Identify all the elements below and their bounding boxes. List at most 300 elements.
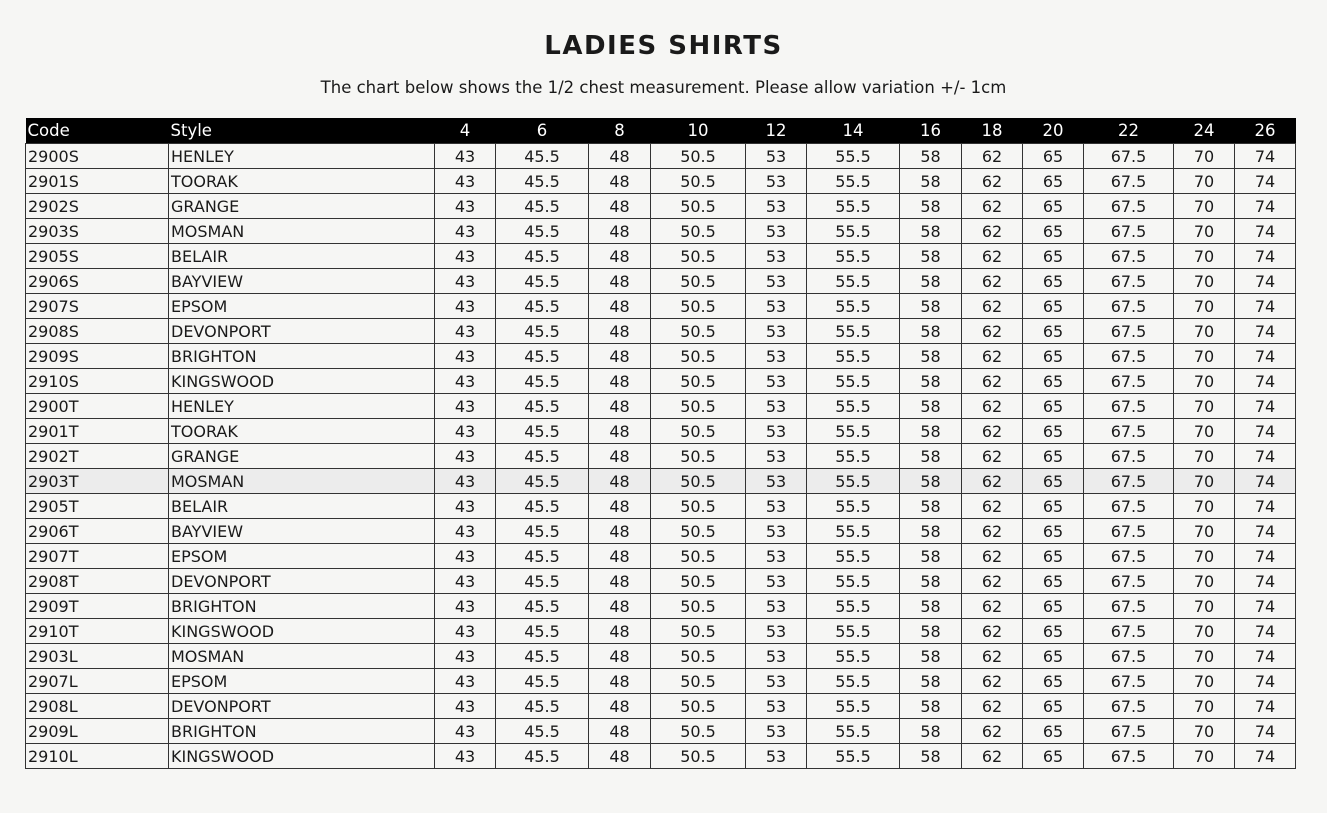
cell-measurement: 62 <box>962 644 1023 669</box>
cell-measurement: 70 <box>1174 294 1235 319</box>
cell-measurement: 58 <box>900 544 962 569</box>
cell-measurement: 45.5 <box>496 544 589 569</box>
cell-measurement: 74 <box>1235 419 1296 444</box>
cell-measurement: 58 <box>900 519 962 544</box>
table-row <box>26 494 1296 519</box>
cell-measurement: 58 <box>900 419 962 444</box>
cell-code: 2907T <box>26 544 169 569</box>
cell-measurement: 74 <box>1235 744 1296 769</box>
table-row <box>26 669 1296 694</box>
table-row <box>26 294 1296 319</box>
cell-measurement: 70 <box>1174 644 1235 669</box>
cell-code: 2909T <box>26 594 169 619</box>
cell-code: 2907L <box>26 669 169 694</box>
cell-measurement: 55.5 <box>807 394 900 419</box>
cell-measurement: 65 <box>1023 269 1084 294</box>
cell-measurement: 65 <box>1023 744 1084 769</box>
cell-measurement: 58 <box>900 344 962 369</box>
cell-code: 2908S <box>26 319 169 344</box>
header-code: Code <box>26 118 169 144</box>
cell-measurement: 45.5 <box>496 319 589 344</box>
cell-measurement: 48 <box>589 669 651 694</box>
cell-measurement: 74 <box>1235 169 1296 194</box>
cell-code: 2903S <box>26 219 169 244</box>
cell-style: BRIGHTON <box>169 594 435 619</box>
cell-measurement: 48 <box>589 219 651 244</box>
cell-measurement: 43 <box>435 194 496 219</box>
cell-measurement: 58 <box>900 719 962 744</box>
cell-measurement: 67.5 <box>1084 319 1174 344</box>
cell-measurement: 62 <box>962 244 1023 269</box>
cell-measurement: 48 <box>589 419 651 444</box>
cell-measurement: 74 <box>1235 144 1296 169</box>
cell-style: DEVONPORT <box>169 694 435 719</box>
cell-measurement: 45.5 <box>496 619 589 644</box>
cell-measurement: 58 <box>900 444 962 469</box>
table-row <box>26 469 1296 494</box>
cell-measurement: 62 <box>962 269 1023 294</box>
cell-measurement: 67.5 <box>1084 369 1174 394</box>
cell-measurement: 65 <box>1023 519 1084 544</box>
cell-measurement: 74 <box>1235 569 1296 594</box>
cell-measurement: 50.5 <box>651 394 746 419</box>
cell-measurement: 58 <box>900 169 962 194</box>
cell-style: BAYVIEW <box>169 269 435 294</box>
cell-measurement: 65 <box>1023 719 1084 744</box>
cell-measurement: 70 <box>1174 194 1235 219</box>
cell-measurement: 62 <box>962 719 1023 744</box>
cell-measurement: 74 <box>1235 244 1296 269</box>
cell-measurement: 74 <box>1235 719 1296 744</box>
cell-measurement: 74 <box>1235 369 1296 394</box>
cell-measurement: 74 <box>1235 669 1296 694</box>
cell-style: EPSOM <box>169 294 435 319</box>
cell-code: 2901S <box>26 169 169 194</box>
cell-measurement: 62 <box>962 594 1023 619</box>
cell-measurement: 45.5 <box>496 669 589 694</box>
cell-measurement: 70 <box>1174 419 1235 444</box>
cell-code: 2910T <box>26 619 169 644</box>
cell-measurement: 70 <box>1174 169 1235 194</box>
cell-measurement: 45.5 <box>496 744 589 769</box>
cell-measurement: 55.5 <box>807 269 900 294</box>
cell-measurement: 67.5 <box>1084 294 1174 319</box>
cell-measurement: 65 <box>1023 344 1084 369</box>
cell-measurement: 53 <box>746 519 807 544</box>
cell-measurement: 62 <box>962 569 1023 594</box>
header-size: 22 <box>1084 118 1174 144</box>
header-size: 16 <box>900 118 962 144</box>
cell-code: 2903L <box>26 644 169 669</box>
cell-measurement: 62 <box>962 694 1023 719</box>
cell-measurement: 58 <box>900 269 962 294</box>
cell-measurement: 55.5 <box>807 644 900 669</box>
cell-style: MOSMAN <box>169 219 435 244</box>
cell-code: 2900T <box>26 394 169 419</box>
cell-measurement: 45.5 <box>496 444 589 469</box>
cell-measurement: 50.5 <box>651 444 746 469</box>
cell-measurement: 62 <box>962 519 1023 544</box>
cell-style: EPSOM <box>169 669 435 694</box>
cell-measurement: 45.5 <box>496 244 589 269</box>
cell-measurement: 45.5 <box>496 369 589 394</box>
cell-measurement: 50.5 <box>651 569 746 594</box>
cell-measurement: 74 <box>1235 619 1296 644</box>
cell-measurement: 48 <box>589 269 651 294</box>
cell-measurement: 55.5 <box>807 369 900 394</box>
cell-measurement: 55.5 <box>807 569 900 594</box>
cell-measurement: 74 <box>1235 519 1296 544</box>
cell-measurement: 58 <box>900 369 962 394</box>
cell-measurement: 55.5 <box>807 669 900 694</box>
cell-measurement: 74 <box>1235 544 1296 569</box>
cell-measurement: 70 <box>1174 669 1235 694</box>
cell-measurement: 65 <box>1023 394 1084 419</box>
table-row <box>26 319 1296 344</box>
table-row <box>26 369 1296 394</box>
cell-measurement: 55.5 <box>807 219 900 244</box>
table-row <box>26 394 1296 419</box>
table-row <box>26 544 1296 569</box>
cell-measurement: 43 <box>435 569 496 594</box>
cell-measurement: 55.5 <box>807 694 900 719</box>
cell-measurement: 70 <box>1174 569 1235 594</box>
cell-measurement: 43 <box>435 494 496 519</box>
cell-style: HENLEY <box>169 144 435 169</box>
cell-measurement: 67.5 <box>1084 469 1174 494</box>
cell-measurement: 55.5 <box>807 344 900 369</box>
cell-measurement: 45.5 <box>496 294 589 319</box>
cell-style: BELAIR <box>169 244 435 269</box>
cell-measurement: 50.5 <box>651 494 746 519</box>
cell-code: 2910L <box>26 744 169 769</box>
cell-style: KINGSWOOD <box>169 369 435 394</box>
cell-measurement: 48 <box>589 644 651 669</box>
cell-style: BELAIR <box>169 494 435 519</box>
cell-measurement: 45.5 <box>496 194 589 219</box>
cell-measurement: 53 <box>746 194 807 219</box>
cell-measurement: 50.5 <box>651 469 746 494</box>
cell-measurement: 65 <box>1023 469 1084 494</box>
cell-measurement: 67.5 <box>1084 219 1174 244</box>
cell-measurement: 48 <box>589 319 651 344</box>
cell-measurement: 67.5 <box>1084 169 1174 194</box>
cell-measurement: 48 <box>589 494 651 519</box>
cell-style: KINGSWOOD <box>169 619 435 644</box>
cell-measurement: 70 <box>1174 344 1235 369</box>
cell-measurement: 67.5 <box>1084 194 1174 219</box>
cell-measurement: 70 <box>1174 694 1235 719</box>
cell-code: 2907S <box>26 294 169 319</box>
cell-code: 2909S <box>26 344 169 369</box>
cell-measurement: 55.5 <box>807 594 900 619</box>
cell-measurement: 74 <box>1235 319 1296 344</box>
cell-measurement: 58 <box>900 494 962 519</box>
cell-measurement: 55.5 <box>807 519 900 544</box>
cell-measurement: 74 <box>1235 394 1296 419</box>
header-size: 14 <box>807 118 900 144</box>
cell-measurement: 65 <box>1023 594 1084 619</box>
cell-measurement: 53 <box>746 694 807 719</box>
table-row <box>26 619 1296 644</box>
cell-measurement: 45.5 <box>496 569 589 594</box>
cell-measurement: 62 <box>962 444 1023 469</box>
cell-measurement: 48 <box>589 469 651 494</box>
cell-measurement: 50.5 <box>651 244 746 269</box>
cell-measurement: 43 <box>435 469 496 494</box>
cell-measurement: 70 <box>1174 594 1235 619</box>
cell-measurement: 65 <box>1023 544 1084 569</box>
header-size: 24 <box>1174 118 1235 144</box>
table-row <box>26 519 1296 544</box>
cell-measurement: 45.5 <box>496 469 589 494</box>
cell-measurement: 53 <box>746 344 807 369</box>
cell-measurement: 74 <box>1235 644 1296 669</box>
cell-measurement: 45.5 <box>496 694 589 719</box>
cell-measurement: 48 <box>589 194 651 219</box>
cell-measurement: 70 <box>1174 369 1235 394</box>
cell-measurement: 50.5 <box>651 369 746 394</box>
cell-measurement: 48 <box>589 619 651 644</box>
cell-style: TOORAK <box>169 169 435 194</box>
table-row <box>26 344 1296 369</box>
cell-measurement: 65 <box>1023 569 1084 594</box>
header-size: 4 <box>435 118 496 144</box>
cell-measurement: 74 <box>1235 444 1296 469</box>
cell-measurement: 48 <box>589 369 651 394</box>
cell-measurement: 50.5 <box>651 719 746 744</box>
cell-measurement: 50.5 <box>651 619 746 644</box>
cell-measurement: 53 <box>746 494 807 519</box>
header-size: 18 <box>962 118 1023 144</box>
cell-measurement: 62 <box>962 394 1023 419</box>
cell-measurement: 70 <box>1174 469 1235 494</box>
cell-measurement: 45.5 <box>496 594 589 619</box>
cell-measurement: 58 <box>900 244 962 269</box>
cell-measurement: 45.5 <box>496 494 589 519</box>
cell-measurement: 65 <box>1023 494 1084 519</box>
cell-measurement: 62 <box>962 344 1023 369</box>
cell-measurement: 74 <box>1235 219 1296 244</box>
cell-measurement: 48 <box>589 694 651 719</box>
cell-measurement: 53 <box>746 294 807 319</box>
cell-measurement: 43 <box>435 144 496 169</box>
table-row <box>26 269 1296 294</box>
cell-measurement: 67.5 <box>1084 344 1174 369</box>
cell-measurement: 67.5 <box>1084 269 1174 294</box>
cell-measurement: 50.5 <box>651 169 746 194</box>
cell-style: HENLEY <box>169 394 435 419</box>
cell-measurement: 65 <box>1023 244 1084 269</box>
cell-measurement: 50.5 <box>651 644 746 669</box>
cell-measurement: 55.5 <box>807 494 900 519</box>
cell-measurement: 58 <box>900 194 962 219</box>
cell-code: 2908L <box>26 694 169 719</box>
cell-code: 2905T <box>26 494 169 519</box>
cell-measurement: 58 <box>900 619 962 644</box>
cell-measurement: 48 <box>589 344 651 369</box>
table-row <box>26 194 1296 219</box>
cell-style: DEVONPORT <box>169 569 435 594</box>
cell-measurement: 62 <box>962 219 1023 244</box>
cell-measurement: 58 <box>900 744 962 769</box>
cell-measurement: 65 <box>1023 194 1084 219</box>
cell-measurement: 45.5 <box>496 344 589 369</box>
cell-measurement: 55.5 <box>807 619 900 644</box>
cell-measurement: 55.5 <box>807 744 900 769</box>
cell-measurement: 48 <box>589 444 651 469</box>
cell-measurement: 53 <box>746 394 807 419</box>
cell-measurement: 58 <box>900 319 962 344</box>
cell-measurement: 67.5 <box>1084 744 1174 769</box>
cell-measurement: 67.5 <box>1084 669 1174 694</box>
cell-measurement: 62 <box>962 744 1023 769</box>
cell-measurement: 48 <box>589 719 651 744</box>
cell-style: MOSMAN <box>169 644 435 669</box>
cell-measurement: 67.5 <box>1084 569 1174 594</box>
table-row <box>26 744 1296 769</box>
cell-measurement: 43 <box>435 694 496 719</box>
cell-style: GRANGE <box>169 444 435 469</box>
cell-measurement: 62 <box>962 619 1023 644</box>
cell-measurement: 65 <box>1023 144 1084 169</box>
cell-measurement: 53 <box>746 594 807 619</box>
cell-measurement: 67.5 <box>1084 644 1174 669</box>
cell-measurement: 43 <box>435 319 496 344</box>
cell-measurement: 45.5 <box>496 719 589 744</box>
cell-measurement: 67.5 <box>1084 444 1174 469</box>
cell-measurement: 58 <box>900 669 962 694</box>
table-row <box>26 219 1296 244</box>
cell-measurement: 67.5 <box>1084 244 1174 269</box>
page-subtitle: The chart below shows the 1/2 chest measurement. Please allow variation +/- 1cm <box>320 78 1007 97</box>
table-row <box>26 719 1296 744</box>
cell-style: DEVONPORT <box>169 319 435 344</box>
cell-measurement: 48 <box>589 519 651 544</box>
size-chart-table <box>25 118 1296 769</box>
cell-measurement: 48 <box>589 544 651 569</box>
cell-code: 2909L <box>26 719 169 744</box>
cell-measurement: 58 <box>900 594 962 619</box>
cell-style: TOORAK <box>169 419 435 444</box>
cell-measurement: 43 <box>435 619 496 644</box>
cell-measurement: 58 <box>900 694 962 719</box>
cell-measurement: 74 <box>1235 494 1296 519</box>
cell-measurement: 43 <box>435 444 496 469</box>
cell-measurement: 50.5 <box>651 694 746 719</box>
cell-measurement: 58 <box>900 469 962 494</box>
cell-measurement: 62 <box>962 319 1023 344</box>
cell-measurement: 65 <box>1023 219 1084 244</box>
cell-measurement: 70 <box>1174 219 1235 244</box>
cell-measurement: 53 <box>746 244 807 269</box>
cell-measurement: 65 <box>1023 694 1084 719</box>
cell-measurement: 67.5 <box>1084 144 1174 169</box>
table-row <box>26 694 1296 719</box>
cell-measurement: 55.5 <box>807 469 900 494</box>
cell-measurement: 55.5 <box>807 194 900 219</box>
cell-measurement: 43 <box>435 219 496 244</box>
cell-measurement: 70 <box>1174 319 1235 344</box>
cell-code: 2910S <box>26 369 169 394</box>
cell-measurement: 53 <box>746 619 807 644</box>
table-header <box>26 118 1296 144</box>
cell-measurement: 55.5 <box>807 319 900 344</box>
cell-measurement: 45.5 <box>496 419 589 444</box>
cell-measurement: 65 <box>1023 369 1084 394</box>
cell-measurement: 65 <box>1023 644 1084 669</box>
table-row <box>26 419 1296 444</box>
cell-measurement: 50.5 <box>651 544 746 569</box>
cell-measurement: 74 <box>1235 469 1296 494</box>
cell-measurement: 62 <box>962 494 1023 519</box>
cell-measurement: 50.5 <box>651 419 746 444</box>
cell-measurement: 50.5 <box>651 519 746 544</box>
cell-measurement: 50.5 <box>651 144 746 169</box>
cell-measurement: 55.5 <box>807 169 900 194</box>
table-row <box>26 444 1296 469</box>
cell-measurement: 48 <box>589 244 651 269</box>
cell-measurement: 50.5 <box>651 219 746 244</box>
cell-measurement: 65 <box>1023 619 1084 644</box>
cell-measurement: 53 <box>746 369 807 394</box>
cell-measurement: 43 <box>435 269 496 294</box>
cell-measurement: 58 <box>900 144 962 169</box>
cell-measurement: 62 <box>962 144 1023 169</box>
cell-measurement: 50.5 <box>651 669 746 694</box>
cell-style: EPSOM <box>169 544 435 569</box>
cell-measurement: 65 <box>1023 419 1084 444</box>
cell-measurement: 58 <box>900 294 962 319</box>
cell-measurement: 62 <box>962 369 1023 394</box>
cell-measurement: 58 <box>900 219 962 244</box>
cell-measurement: 70 <box>1174 394 1235 419</box>
cell-measurement: 53 <box>746 744 807 769</box>
cell-measurement: 45.5 <box>496 644 589 669</box>
table-row <box>26 569 1296 594</box>
cell-measurement: 70 <box>1174 744 1235 769</box>
cell-measurement: 65 <box>1023 294 1084 319</box>
header-size: 20 <box>1023 118 1084 144</box>
cell-style: KINGSWOOD <box>169 744 435 769</box>
table-row <box>26 144 1296 169</box>
cell-measurement: 58 <box>900 644 962 669</box>
cell-measurement: 53 <box>746 644 807 669</box>
cell-measurement: 67.5 <box>1084 619 1174 644</box>
cell-measurement: 70 <box>1174 719 1235 744</box>
table-body <box>26 144 1296 769</box>
cell-measurement: 53 <box>746 269 807 294</box>
cell-measurement: 74 <box>1235 269 1296 294</box>
cell-measurement: 43 <box>435 594 496 619</box>
cell-measurement: 55.5 <box>807 544 900 569</box>
cell-measurement: 74 <box>1235 694 1296 719</box>
cell-measurement: 48 <box>589 294 651 319</box>
cell-measurement: 53 <box>746 144 807 169</box>
cell-measurement: 53 <box>746 544 807 569</box>
cell-measurement: 55.5 <box>807 244 900 269</box>
cell-measurement: 55.5 <box>807 719 900 744</box>
cell-measurement: 48 <box>589 394 651 419</box>
cell-measurement: 67.5 <box>1084 544 1174 569</box>
table-row <box>26 169 1296 194</box>
cell-measurement: 53 <box>746 219 807 244</box>
page-title: LADIES SHIRTS <box>544 31 783 62</box>
cell-measurement: 43 <box>435 244 496 269</box>
cell-style: GRANGE <box>169 194 435 219</box>
cell-measurement: 43 <box>435 394 496 419</box>
cell-measurement: 70 <box>1174 619 1235 644</box>
